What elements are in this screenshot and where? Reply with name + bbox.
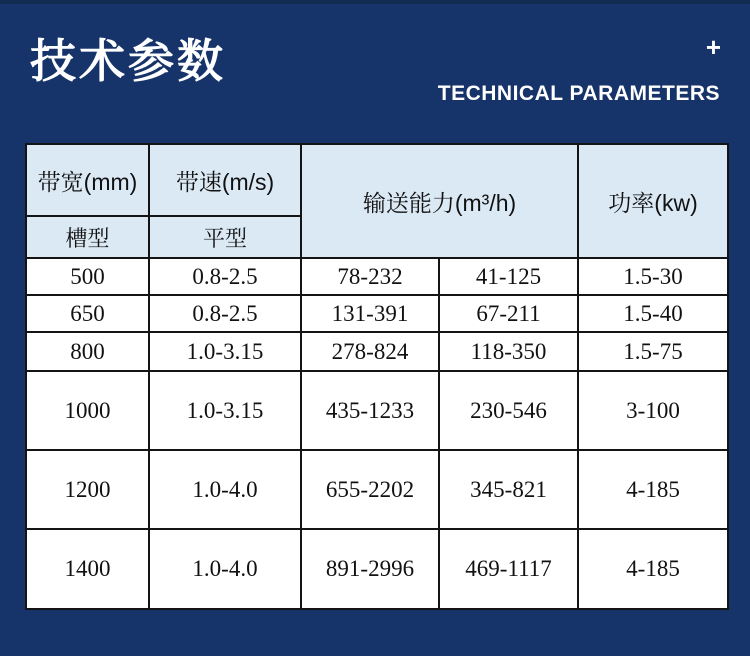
cell-belt-speed: 1.0-3.15: [149, 371, 301, 450]
cell-capacity-1: 78-232: [301, 258, 439, 295]
table-row: [26, 529, 728, 609]
cell-belt-speed: 1.0-3.15: [149, 332, 301, 371]
cell-power: 4-185: [578, 529, 728, 609]
cell-capacity-2: 118-350: [439, 332, 578, 371]
cell-belt-width: 650: [26, 295, 149, 332]
header-row-main: [26, 144, 728, 216]
technical-parameters-table: [25, 143, 729, 610]
cell-belt-width: 800: [26, 332, 149, 371]
cell-capacity-2: 41-125: [439, 258, 578, 295]
cell-capacity-2: 230-546: [439, 371, 578, 450]
table-row: [26, 371, 728, 450]
cell-belt-speed: 1.0-4.0: [149, 529, 301, 609]
table-row: [26, 258, 728, 295]
cell-capacity-1: 131-391: [301, 295, 439, 332]
cell-capacity-1: 435-1233: [301, 371, 439, 450]
cell-belt-width: 1000: [26, 371, 149, 450]
cell-capacity-2: 469-1117: [439, 529, 578, 609]
section-title-en: TECHNICAL PARAMETERS: [437, 82, 720, 105]
cell-belt-width: 1200: [26, 450, 149, 529]
col-header-belt-width: 带宽(mm): [26, 144, 149, 216]
cell-capacity-2: 67-211: [439, 295, 578, 332]
cell-belt-speed: 0.8-2.5: [149, 258, 301, 295]
cell-capacity-1: 278-824: [301, 332, 439, 371]
plus-icon: +: [705, 32, 721, 62]
table-row: [26, 332, 728, 371]
col-header-capacity: 输送能力(m³/h): [301, 144, 578, 258]
cell-power: 1.5-75: [578, 332, 728, 371]
table-row: [26, 450, 728, 529]
cell-belt-speed: 1.0-4.0: [149, 450, 301, 529]
cell-power: 1.5-40: [578, 295, 728, 332]
sub-header-trough: 槽型: [26, 216, 149, 258]
col-header-belt-speed: 带速(m/s): [149, 144, 301, 216]
cell-power: 1.5-30: [578, 258, 728, 295]
section-banner: [0, 4, 750, 134]
section-title-cn: 技术参数: [30, 35, 226, 87]
cell-belt-speed: 0.8-2.5: [149, 295, 301, 332]
col-header-power: 功率(kw): [578, 144, 728, 258]
cell-capacity-2: 345-821: [439, 450, 578, 529]
cell-belt-width: 500: [26, 258, 149, 295]
cell-capacity-1: 655-2202: [301, 450, 439, 529]
table-row: [26, 295, 728, 332]
cell-capacity-1: 891-2996: [301, 529, 439, 609]
sub-header-flat: 平型: [149, 216, 301, 258]
cell-belt-width: 1400: [26, 529, 149, 609]
cell-power: 4-185: [578, 450, 728, 529]
cell-power: 3-100: [578, 371, 728, 450]
